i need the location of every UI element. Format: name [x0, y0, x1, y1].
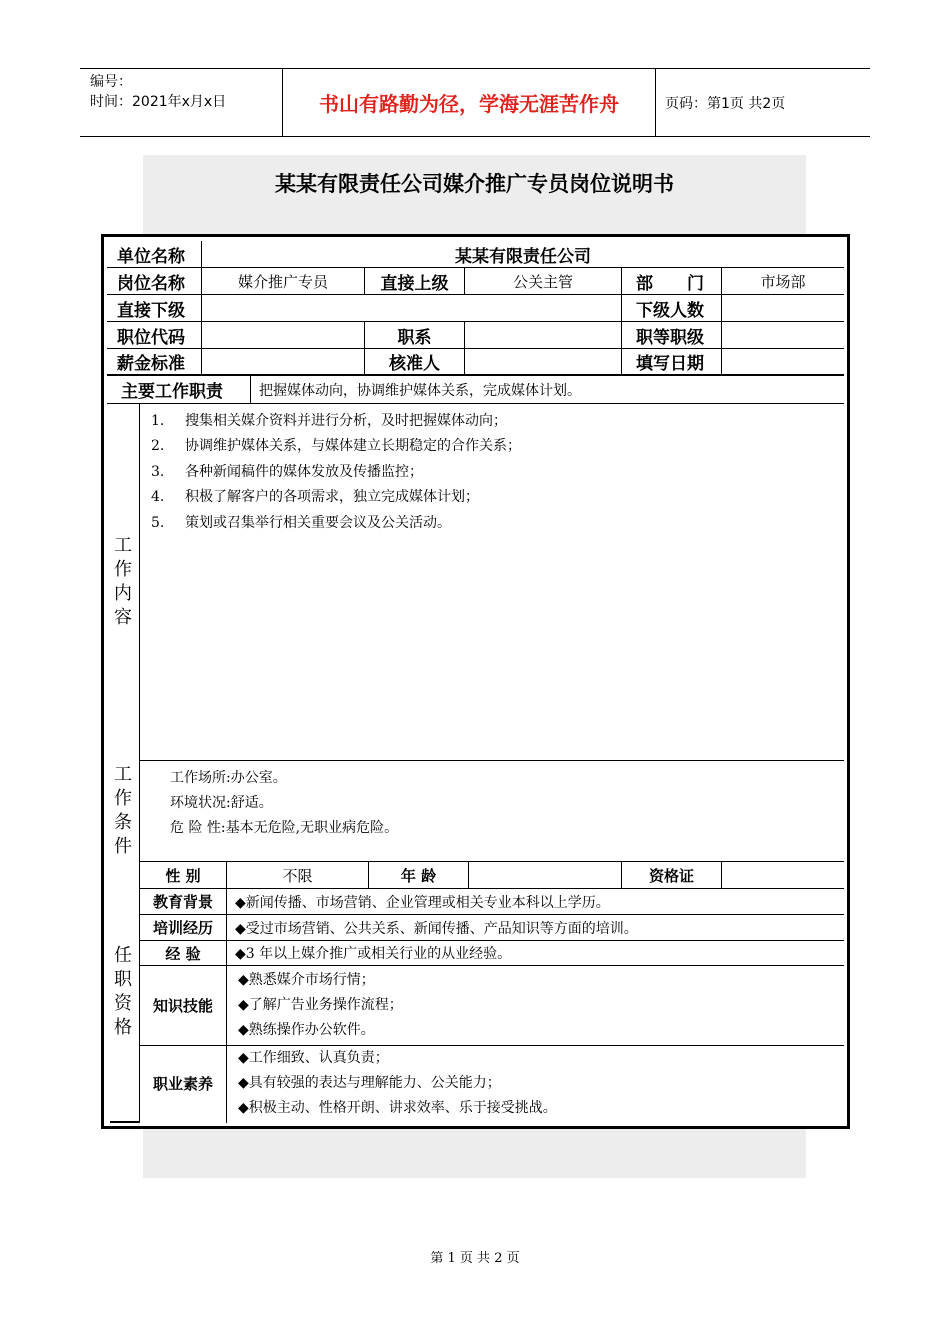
knowledge-line: ◆熟练操作办公软件。 [238, 1022, 375, 1038]
unit-name-value: 某某有限责任公司 [455, 246, 591, 267]
row-divider [139, 965, 844, 966]
row-divider [110, 1121, 140, 1123]
vertical-char: 任 [114, 944, 132, 966]
knowledge-line: ◆熟悉媒介市场行情； [238, 972, 375, 988]
condition-line: 危 险 性:基本无危险,无职业病危险。 [170, 820, 399, 836]
education-value: ◆新闻传播、市场营销、企业管理或相关专业本科以上学历。 [235, 894, 610, 911]
superior-label: 直接上级 [380, 273, 449, 294]
training-label: 培训经历 [152, 919, 213, 937]
duty-number: 5. [151, 514, 165, 531]
row-divider [139, 760, 844, 761]
department-label: 部 门 [636, 273, 704, 294]
position-name-value: 媒介推广专员 [237, 272, 328, 291]
duty-item [151, 409, 521, 434]
position-code-label: 职位代码 [117, 327, 185, 348]
work-conditions-list [170, 766, 398, 841]
vertical-char: 件 [114, 836, 132, 857]
header-divider [655, 69, 656, 136]
number-label: 编号： [90, 74, 132, 90]
vertical-char: 职 [114, 968, 132, 990]
fill-date-label: 填写日期 [636, 354, 704, 374]
job-series-value [465, 322, 621, 348]
duty-number: 1. [151, 413, 165, 429]
approver-label: 核准人 [389, 354, 440, 374]
duty-number: 3. [151, 463, 165, 480]
salary-value [202, 349, 364, 374]
grade-value [722, 322, 844, 348]
training-value: ◆受过市场营销、公共关系、新闻传播、产品知识等方面的培训。 [235, 920, 638, 937]
duty-text: 策划或召集举行相关重要会议及公关活动。 [185, 514, 451, 531]
knowledge-line: ◆了解广告业务操作流程； [238, 997, 403, 1013]
header-meta [90, 72, 226, 112]
work-content-label [107, 404, 139, 760]
work-content-list [151, 409, 521, 536]
certificate-value [722, 862, 844, 888]
approver-value [465, 349, 621, 374]
row-divider [107, 403, 844, 404]
department-value: 市场部 [760, 272, 806, 291]
age-value [469, 862, 621, 888]
position-name-label: 岗位名称 [117, 273, 185, 294]
duty-item [151, 485, 521, 510]
time-label: 时间：2021年x月x日 [90, 94, 227, 110]
quality-line: ◆积极主动、性格开朗、讲求效率、乐于接受挑战。 [238, 1100, 557, 1116]
gender-label: 性 别 [165, 866, 201, 885]
duty-item [151, 460, 521, 485]
duty-text: 搜集相关媒介资料并进行分析，及时把握媒体动向； [185, 413, 507, 429]
subordinate-count-label: 下级人数 [636, 300, 704, 321]
vertical-char: 作 [114, 559, 132, 580]
qualifications-label [107, 862, 139, 1121]
subordinate-label: 直接下级 [117, 300, 185, 321]
salary-label: 薪金标准 [117, 354, 185, 374]
knowledge-list [238, 968, 403, 1043]
subordinate-count-value [722, 295, 844, 321]
duty-number: 4. [151, 489, 165, 506]
main-duty-value: 把握媒体动向，协调维护媒体关系，完成媒体计划。 [259, 382, 581, 399]
grade-label: 职等职级 [636, 327, 704, 348]
vertical-char: 内 [114, 583, 132, 604]
work-conditions-label-text [114, 763, 132, 859]
qualifications-label-text [114, 944, 132, 1040]
fill-date-value [722, 349, 844, 374]
condition-line: 环境状况:舒适。 [170, 795, 273, 811]
main-duty-label: 主要工作职责 [121, 382, 223, 402]
duty-item [151, 434, 521, 459]
duty-item [151, 511, 521, 536]
experience-label: 经 验 [165, 944, 201, 963]
vertical-char: 资 [114, 992, 132, 1014]
certificate-label: 资格证 [648, 866, 694, 885]
vertical-char: 条 [114, 812, 132, 833]
quality-list [238, 1046, 557, 1121]
duty-text: 协调维护媒体关系，与媒体建立长期稳定的合作关系； [185, 438, 521, 455]
page-header [80, 68, 870, 137]
experience-value: ◆3 年以上媒介推广或相关行业的从业经验。 [235, 946, 512, 962]
vertical-char: 容 [114, 607, 132, 628]
education-label: 教育背景 [152, 893, 213, 911]
work-content-label-text [114, 534, 132, 630]
duty-text: 积极了解客户的各项需求，独立完成媒体计划； [185, 489, 479, 506]
quality-line: ◆工作细致、认真负责； [238, 1050, 389, 1066]
page-footer: 第 1 页 共 2 页 [430, 1251, 520, 1266]
job-series-label: 职系 [397, 327, 432, 348]
position-code-value [202, 322, 364, 348]
work-conditions-label [107, 761, 139, 861]
header-page-info: 页码：第1页 共2页 [665, 95, 786, 112]
job-description-table [101, 234, 850, 1129]
condition-line: 工作场所:办公室。 [170, 770, 287, 786]
knowledge-label: 知识技能 [152, 997, 213, 1015]
age-label: 年 龄 [400, 866, 437, 885]
document-title: 某某有限责任公司媒介推广专员岗位说明书 [275, 171, 674, 196]
superior-value: 公关主管 [512, 272, 573, 291]
col-divider [250, 375, 251, 403]
subordinate-value [202, 295, 621, 321]
gender-value: 不限 [282, 866, 313, 885]
vertical-char: 工 [114, 764, 132, 785]
vertical-char: 作 [114, 788, 132, 809]
vertical-char: 工 [114, 535, 132, 556]
quality-label: 职业素养 [152, 1075, 213, 1093]
header-motto: 书山有路勤为径，学海无涯苦作舟 [319, 92, 619, 116]
col-divider [226, 861, 227, 1123]
duty-text: 各种新闻稿件的媒体发放及传播监控； [185, 463, 423, 480]
duty-number: 2. [151, 438, 165, 455]
unit-name-label: 单位名称 [117, 246, 185, 267]
quality-line: ◆具有较强的表达与理解能力、公关能力； [238, 1075, 501, 1091]
vertical-char: 格 [114, 1016, 132, 1038]
